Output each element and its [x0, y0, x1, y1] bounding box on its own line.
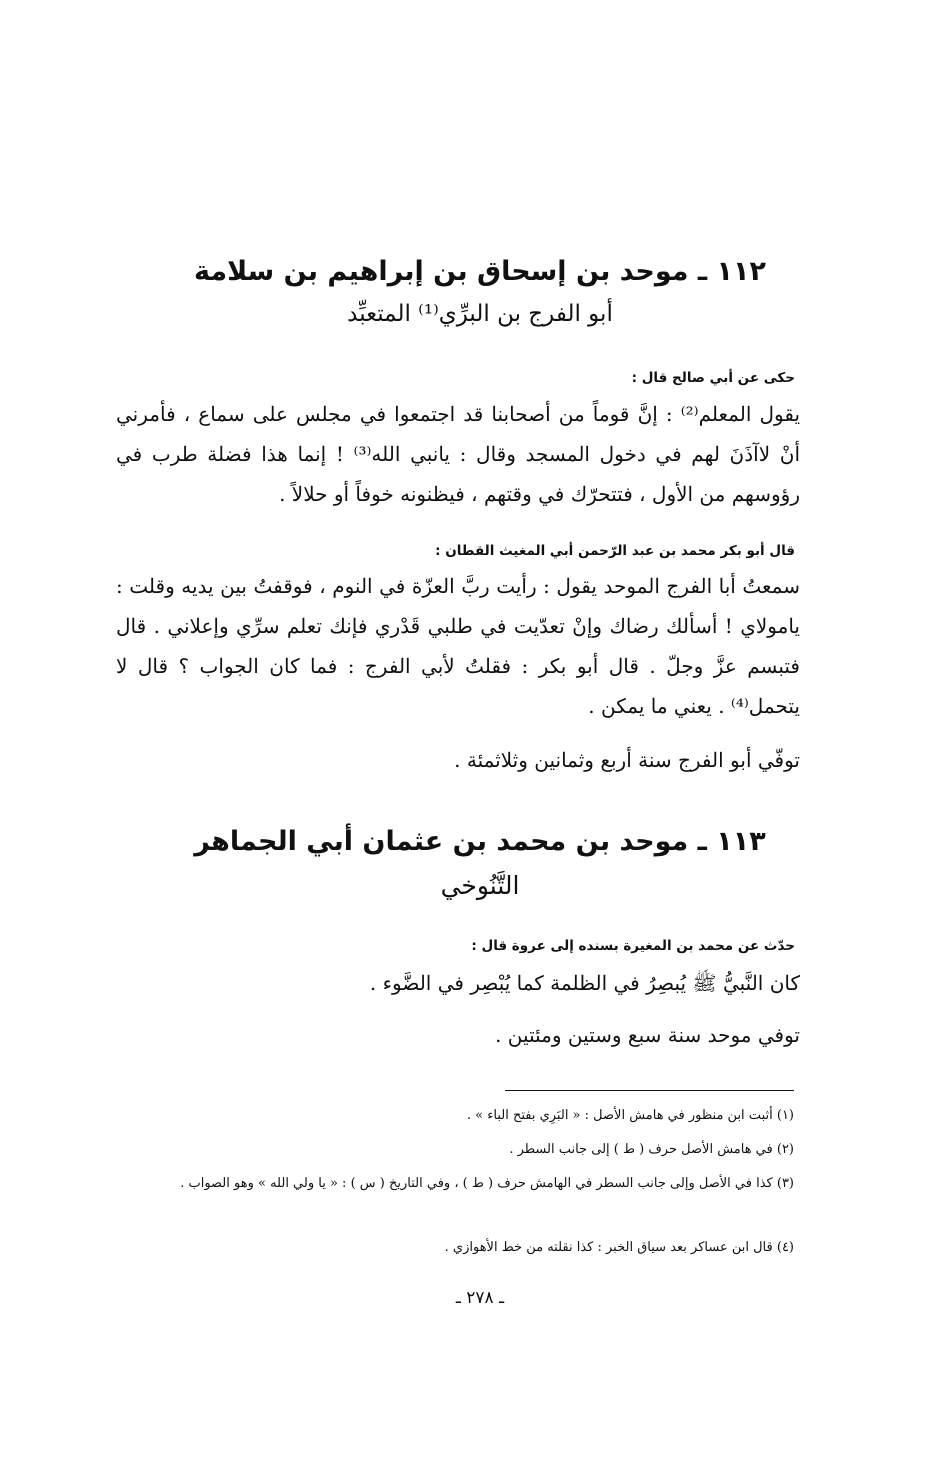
- entry-112-subtitle: أبو الفرج بن البرِّي⁽¹⁾ المتعبِّد: [347, 301, 613, 327]
- footnote-4: (٤) قال ابن عساكر بعد سياق الخبر : كذا نقلته من خط الأهوازي .: [444, 1240, 794, 1255]
- footnote-1: (١) أثبت ابن منظور في هامش الأصل : « البَرِي بفتح الباء » .: [466, 1108, 794, 1123]
- entry-113-subtitle: التَّنُوخي: [440, 871, 520, 900]
- footnote-separator: [505, 1090, 794, 1091]
- entry-113-intro: حدّث عن محمد بن المغيرة بسنده إلى عروة قال :: [471, 938, 795, 954]
- entry-113-death: توفي موحد سنة سبع وستين ومئتين .: [495, 1023, 800, 1047]
- page-number: ـ ٢٧٨ ـ: [455, 1288, 505, 1308]
- entry-112-intro: حكى عن أبي صالح قال :: [631, 370, 795, 386]
- entry-112-death: توفّي أبو الفرج سنة أربع وثمانين وثلاثمئة .: [454, 748, 800, 772]
- entry-112-paragraph-1: يقول المعلم⁽²⁾ : إنَّ قوماً من أصحابنا قد اجتمعوا في مجلس على سماع ، فأمرني أنْ لاآذَنَ لهم في دخول المسجد وقال : يانبي الله⁽³⁾ ! إنما هذا فضلة طرب في رؤوسهم من الأول ، فتتحرّك في وقتهم ، فيظنونه خوفاً أو حلالاً .: [116, 402, 801, 506]
- entry-112-title: ١١٢ ـ موحد بن إسحاق بن إبراهيم بن سلامة: [194, 256, 766, 287]
- entry-113-hadith: كان النَّبيُّ ﷺ يُبصِرُ في الظلمة كما يُبْصِر في الضَّوء .: [369, 971, 800, 995]
- footnote-2: (٢) في هامش الأصل حرف ( ط ) إلى جانب السطر .: [509, 1142, 794, 1157]
- entry-113-title: ١١٣ ـ موحد بن محمد بن عثمان أبي الجماهر: [194, 826, 766, 857]
- footnote-3: (٣) كذا في الأصل وإلى جانب السطر في الهامش حرف ( ط ) ، وفي التاريخ ( س ) : « يا ولي الله » وهو الصواب .: [180, 1176, 794, 1191]
- entry-112-intro-2: قال أبو بكر محمد بن عبد الرّحمن أبي المغيث القطان :: [435, 543, 795, 559]
- entry-112-paragraph-2: سمعتُ أبا الفرج الموحد يقول : رأيت ربَّ العزّة في النوم ، فوقفتُ بين يديه وقلت : يامولاي ! أسألك رضاك وإنْ تعدّيت في طلبي قَدْري فإنك تعلم سرِّي وإعلاني . قال فتبسم عزَّ وجلّ . قال أبو بكر : فقلتُ لأبي الفرج : فما كان الجواب ؟ قال لا يتحمل⁽⁴⁾ . يعني ما يمكن .: [116, 574, 800, 718]
